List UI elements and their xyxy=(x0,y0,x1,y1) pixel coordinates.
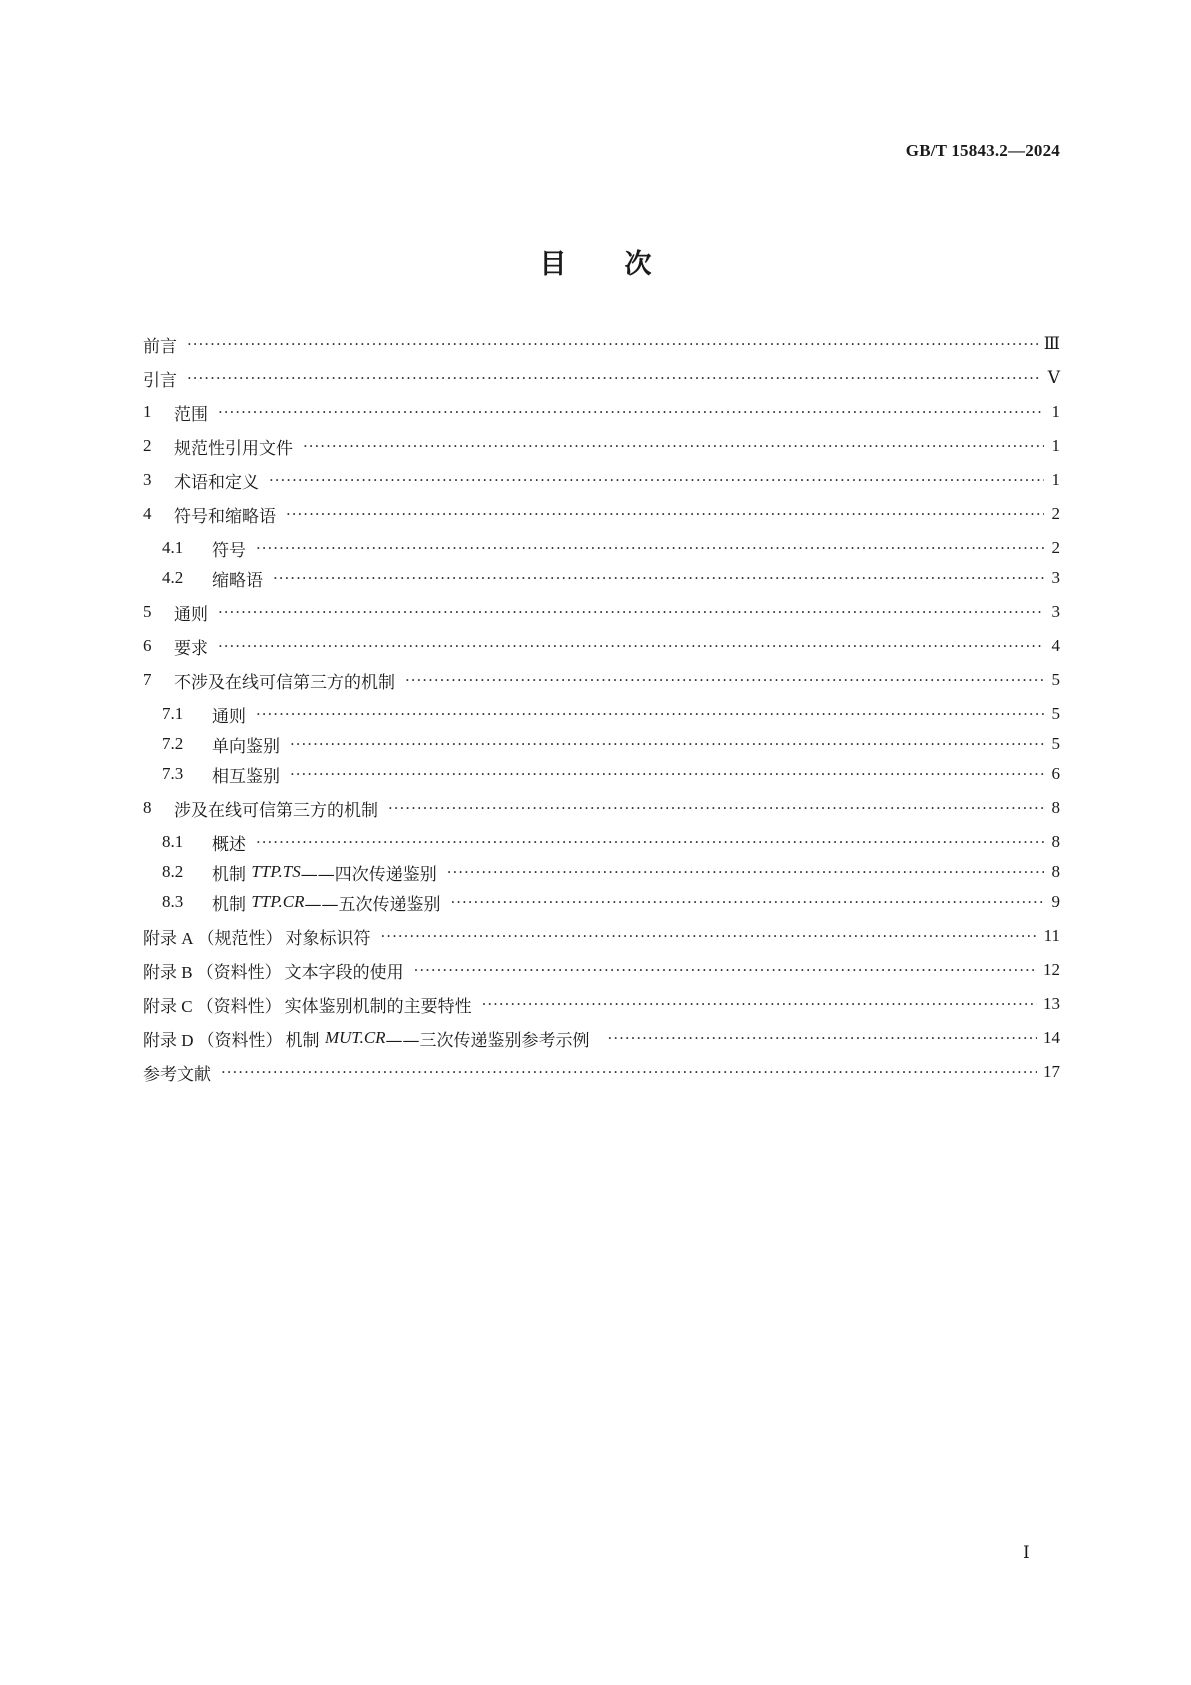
toc-entry-page: 1 xyxy=(1051,402,1060,421)
toc-entry-page: 13 xyxy=(1043,994,1060,1013)
toc-entry-page: 5 xyxy=(1051,670,1060,689)
toc-entry-text: 要求 xyxy=(174,638,208,659)
leader-dots xyxy=(290,731,1044,757)
toc-entry-5[interactable] xyxy=(143,599,1060,625)
mechanism-code: MUT.CR xyxy=(324,1028,386,1047)
toc-entry-number: 3 xyxy=(143,470,152,489)
toc-entry-page: 1 xyxy=(1051,436,1060,455)
leader-dots xyxy=(218,599,1044,625)
mechanism-code: TTP.TS xyxy=(251,862,301,881)
toc-entry-page: 3 xyxy=(1051,568,1060,587)
toc-entry-7-3[interactable] xyxy=(162,761,1060,787)
toc-entry-page: 5 xyxy=(1051,734,1060,753)
toc-entry-introduction[interactable] xyxy=(143,365,1060,391)
toc-entry-suffix: ——五次传递鉴别 xyxy=(304,894,441,915)
toc-entry-text: 概述 xyxy=(212,834,246,855)
toc-entry-page: 2 xyxy=(1051,538,1060,557)
toc-entry-number: 附录 B xyxy=(143,962,193,982)
toc-entry-page: 17 xyxy=(1043,1062,1060,1081)
toc-entry-number: 6 xyxy=(143,636,152,655)
toc-entry-text: 实体鉴别机制的主要特性 xyxy=(284,996,472,1017)
annex-type: （资料性） xyxy=(196,996,282,1017)
toc-entry-number: 7.2 xyxy=(162,734,184,753)
toc-entry-suffix: ——三次传递鉴别参考示例 xyxy=(385,1030,590,1051)
toc-entry-text: 机制 xyxy=(212,864,246,885)
toc-entry-number: 8 xyxy=(143,798,152,817)
toc-entry-8-3[interactable] xyxy=(162,889,1060,915)
toc-entry-4[interactable] xyxy=(143,501,1060,527)
leader-dots xyxy=(405,667,1044,693)
leader-dots xyxy=(273,565,1044,591)
toc-entry-8[interactable] xyxy=(143,795,1060,821)
toc-entry-4-1[interactable] xyxy=(162,535,1060,561)
title-char-2: 次 xyxy=(624,249,652,280)
leader-dots xyxy=(269,467,1044,493)
toc-entry-7[interactable] xyxy=(143,667,1060,693)
toc-entry-number: 5 xyxy=(143,602,152,621)
toc-entry-suffix: ——四次传递鉴别 xyxy=(300,864,437,885)
toc-entry-number: 8.2 xyxy=(162,862,184,881)
toc-entry-text: 缩略语 xyxy=(212,570,263,591)
leader-dots xyxy=(608,1025,1037,1051)
leader-dots xyxy=(381,923,1038,949)
annex-type: （资料性） xyxy=(197,1030,283,1051)
toc-entry-number: 4.2 xyxy=(162,568,184,587)
toc-entry-number: 7 xyxy=(143,670,152,689)
toc-entry-text: 通则 xyxy=(174,604,208,625)
toc-entry-text: 文本字段的使用 xyxy=(284,962,404,983)
toc-entry-text: 术语和定义 xyxy=(174,472,259,493)
toc-entry-2[interactable] xyxy=(143,433,1060,459)
leader-dots xyxy=(256,535,1044,561)
toc-entry-text: 符号和缩略语 xyxy=(174,506,276,527)
toc-entry-page: 1 xyxy=(1051,470,1060,489)
toc-entry-text: 符号 xyxy=(212,540,246,561)
toc-entry-page: 6 xyxy=(1051,764,1060,783)
toc-entry-annex-b[interactable] xyxy=(143,957,1060,983)
leader-dots xyxy=(286,501,1044,527)
toc-entry-text: 机制 xyxy=(285,1030,320,1051)
leader-dots xyxy=(187,365,1042,391)
toc-entry-1[interactable] xyxy=(143,399,1060,425)
toc-entry-4-2[interactable] xyxy=(162,565,1060,591)
toc-entry-8-2[interactable] xyxy=(162,859,1060,885)
leader-dots xyxy=(221,1059,1037,1085)
toc-entry-page: Ⅲ xyxy=(1043,334,1060,353)
page-number: Ⅰ xyxy=(1023,1543,1030,1562)
leader-dots xyxy=(414,957,1037,983)
mechanism-code: TTP.CR xyxy=(251,892,305,911)
toc-entry-7-2[interactable] xyxy=(162,731,1060,757)
toc-entry-8-1[interactable] xyxy=(162,829,1060,855)
leader-dots xyxy=(388,795,1044,821)
page-title xyxy=(0,242,1191,281)
toc-entry-number: 4 xyxy=(143,504,152,523)
leader-dots xyxy=(256,829,1044,855)
toc-entry-annex-a[interactable] xyxy=(143,923,1060,949)
leader-dots xyxy=(450,889,1044,915)
leader-dots xyxy=(218,399,1044,425)
toc-entry-page: Ⅴ xyxy=(1047,368,1060,387)
leader-dots xyxy=(290,761,1044,787)
toc-entry-page: 11 xyxy=(1043,926,1060,945)
toc-entry-page: 4 xyxy=(1051,636,1060,655)
toc-entry-number: 附录 C xyxy=(143,996,193,1016)
toc-entry-text: 规范性引用文件 xyxy=(174,438,293,459)
leader-dots xyxy=(256,701,1044,727)
toc-entry-bibliography[interactable] xyxy=(143,1059,1060,1085)
toc-entry-text: 涉及在线可信第三方的机制 xyxy=(174,800,378,821)
toc-entry-text: 对象标识符 xyxy=(285,928,371,949)
toc-entry-text: 通则 xyxy=(212,706,246,727)
toc-entry-6[interactable] xyxy=(143,633,1060,659)
leader-dots xyxy=(218,633,1044,659)
toc-entry-text: 单向鉴别 xyxy=(212,736,280,757)
toc-entry-page: 14 xyxy=(1043,1028,1060,1047)
toc-entry-page: 8 xyxy=(1051,832,1060,851)
toc-entry-page: 12 xyxy=(1043,960,1060,979)
toc-entry-page: 9 xyxy=(1051,892,1060,911)
toc-entry-text: 相互鉴别 xyxy=(212,766,280,787)
leader-dots xyxy=(187,331,1038,357)
annex-type: （规范性） xyxy=(197,928,283,949)
toc-entry-page: 8 xyxy=(1051,862,1060,881)
toc-entry-text: 机制 xyxy=(212,894,246,915)
toc-entry-7-1[interactable] xyxy=(162,701,1060,727)
toc-entry-text: 不涉及在线可信第三方的机制 xyxy=(174,672,395,693)
annex-type: （资料性） xyxy=(196,962,282,983)
leader-dots xyxy=(482,991,1037,1017)
toc-entry-number: 附录 A xyxy=(143,928,194,948)
toc-entry-3[interactable] xyxy=(143,467,1060,493)
leader-dots xyxy=(447,859,1044,885)
toc-entry-annex-c[interactable] xyxy=(143,991,1060,1017)
toc-entry-text: 前言 xyxy=(143,336,177,357)
toc-entry-number: 1 xyxy=(143,402,152,421)
leader-dots xyxy=(303,433,1044,459)
toc-entry-number: 2 xyxy=(143,436,152,455)
toc-entry-page: 5 xyxy=(1051,704,1060,723)
toc-entry-foreword[interactable] xyxy=(143,331,1060,357)
toc-entry-page: 8 xyxy=(1051,798,1060,817)
toc-entry-number: 7.1 xyxy=(162,704,184,723)
toc-entry-page: 3 xyxy=(1051,602,1060,621)
toc-entry-number: 8.1 xyxy=(162,832,184,851)
toc-entry-number: 7.3 xyxy=(162,764,184,783)
standard-number: GB/T 15843.2—2024 xyxy=(905,141,1060,160)
toc-entry-annex-d[interactable] xyxy=(143,1025,1060,1051)
toc-entry-text: 引言 xyxy=(143,370,177,391)
toc-entry-text: 参考文献 xyxy=(143,1064,211,1085)
toc-entry-number: 4.1 xyxy=(162,538,184,557)
toc-entry-page: 2 xyxy=(1051,504,1060,523)
toc-entry-number: 附录 D xyxy=(143,1030,194,1050)
title-char-1: 目 xyxy=(539,249,567,280)
toc-entry-number: 8.3 xyxy=(162,892,184,911)
toc-entry-text: 范围 xyxy=(174,404,208,425)
